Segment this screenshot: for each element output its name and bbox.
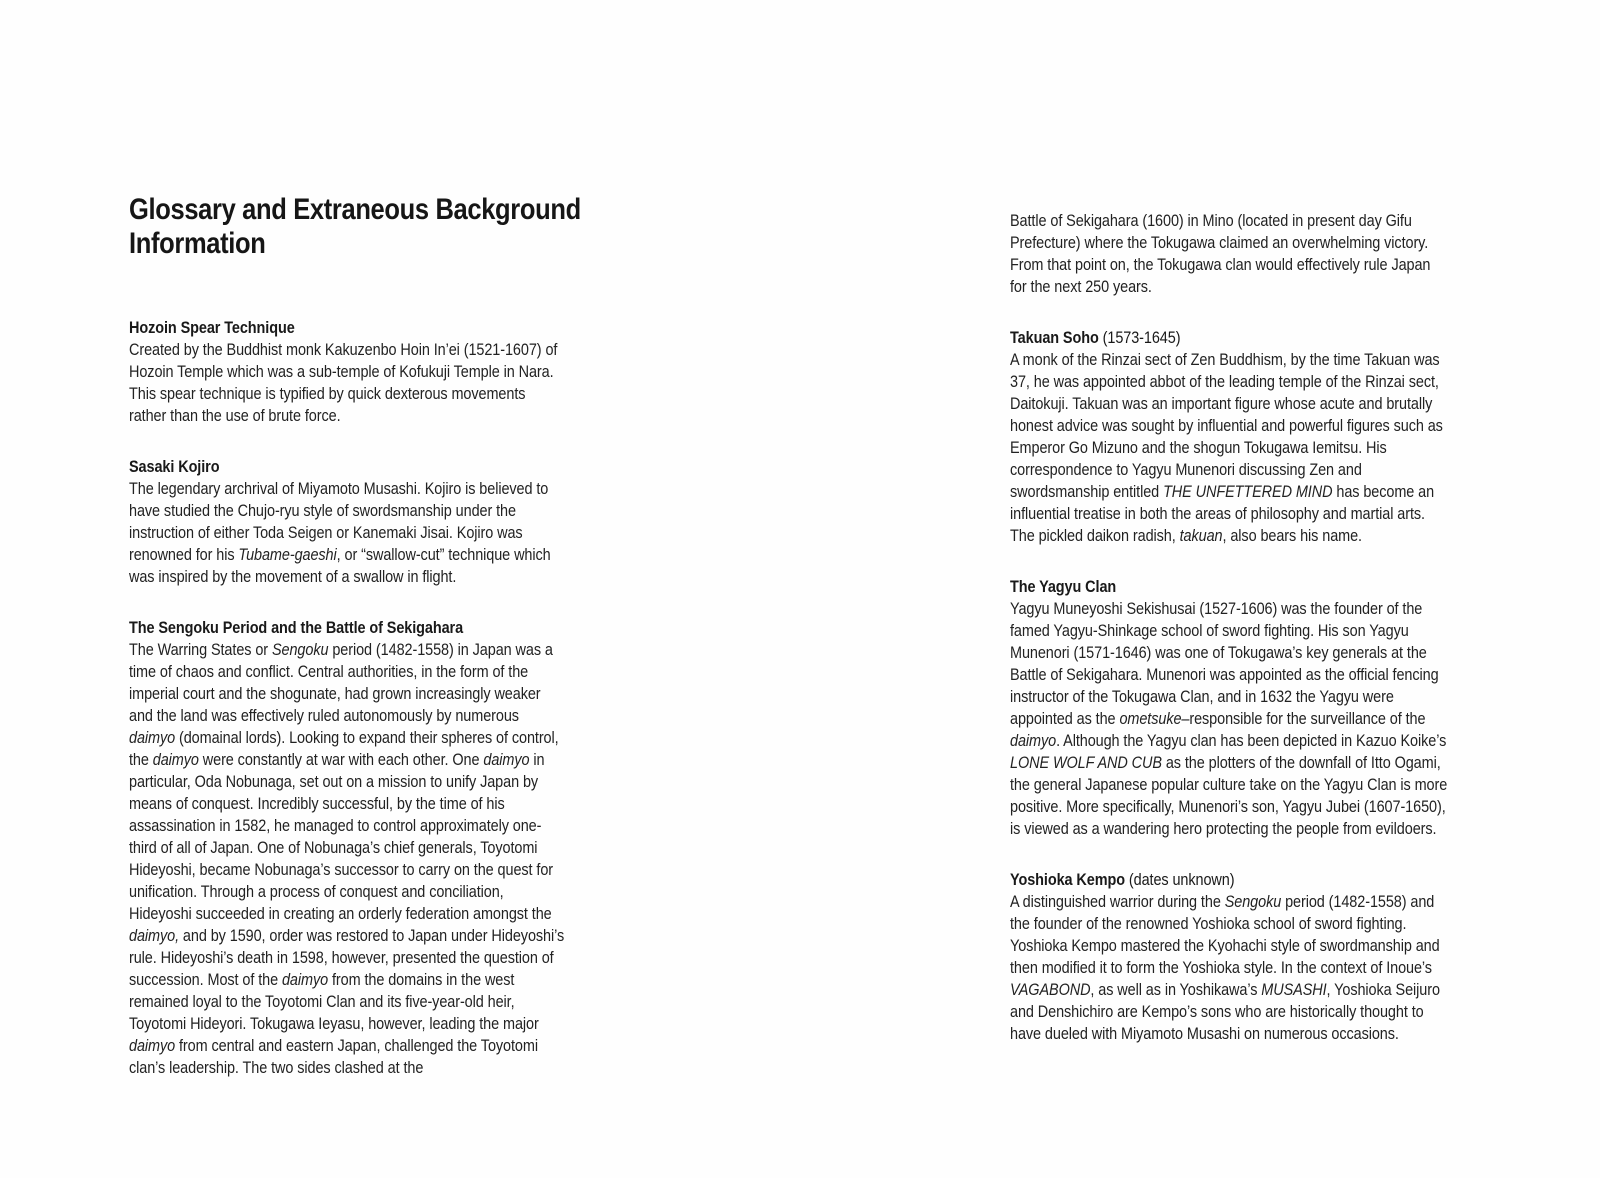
italic-term: ometsuke [1119,709,1182,728]
italic-term: Tubame-gaeshi [238,545,337,564]
page-title-line-1: Glossary and Extraneous Background [129,193,581,226]
italic-term: Sengoku [271,640,329,659]
italic-term: daimyo [483,750,530,769]
body-text: were constantly at war with each other. One [198,750,484,769]
glossary-section [1010,210,1450,298]
section-paragraph [1010,210,1450,298]
section-paragraph [1010,598,1450,840]
italic-term: daimyo [152,750,199,769]
section-heading: The Sengoku Period and the Battle of Sekigahara [129,618,464,637]
section-heading: Takuan Soho (1573-1645) [1010,328,1181,347]
body-text: The legendary archrival of Miyamoto Musashi. Kojiro is believed to have studied the Chujo-ryu style of swordsmanship under the instruction of either Toda Seigen or Kanemaki Jisai. Kojiro was renowned for his [129,479,549,564]
italic-term: LONE WOLF AND CUB [1010,753,1162,772]
body-text: . Although the Yagyu clan has been depicted in Kazuo Koike’s [1056,731,1447,750]
glossary-section [1010,327,1450,547]
section-heading: Sasaki Kojiro [129,457,220,476]
body-text: Created by the Buddhist monk Kakuzenbo Hoin In’ei (1521-1607) of Hozoin Temple which was a sub-temple of Kofukuji Temple in Nara. This spear technique is typified by quick dexterous movements rather than the use of brute force. [129,340,558,425]
section-heading: The Yagyu Clan [1010,577,1117,596]
page-title [129,193,581,261]
section-heading-dates: (1573-1645) [1098,328,1181,347]
glossary-section [129,317,566,427]
italic-term: daimyo [129,728,176,747]
body-text: (domainal lords). Looking to expand their spheres of control, the [129,728,559,769]
body-text: A distinguished warrior during the [1010,892,1225,911]
italic-term: daimyo [281,970,329,989]
glossary-section [129,617,566,1079]
body-text: from the domains in the west remained loyal to the Toyotomi Clan and its five-year-old heir, Toyotomi Hideyori. Tokugawa Ieyasu, however, leading the major [129,970,539,1033]
body-text: , or “swallow-cut” technique which was inspired by the movement of a swallow in flight. [129,545,551,586]
body-text: as the plotters of the downfall of Itto Ogami, the general Japanese popular culture take on the Yagyu Clan is more positive. More specifically, Munenori’s son, Yagyu Jubei (1607-1650), is viewed as a wandering hero protecting the people from evildoers. [1010,753,1448,838]
italic-term: takuan [1179,526,1223,545]
glossary-section [1010,576,1450,840]
italic-term: MUSASHI [1261,980,1327,999]
section-heading-dates: (dates unknown) [1124,870,1235,889]
body-text: in particular, Oda Nobunaga, set out on a mission to unify Japan by means of conquest. Incredibly successful, by the time of his assassination in 1582, he managed to control approximately one-third of all of Japan. One of Nobunaga’s chief generals, Toyotomi Hideyoshi, became Nobunaga’s successor to carry on the quest for unification. Through a process of conquest and conciliation, Hideyoshi succeeded in creating an orderly federation amongst the [129,750,554,923]
body-text: The Warring States or [129,640,272,659]
italic-term: daimyo [1010,731,1057,750]
section-paragraph [129,478,566,588]
body-text: , as well as in Yoshikawa’s [1090,980,1262,999]
glossary-section [129,456,566,588]
body-text: Yagyu Muneyoshi Sekishusai (1527-1606) was the founder of the famed Yagyu-Shinkage school of sword fighting. His son Yagyu Munenori (1571-1646) was one of Tokugawa’s key generals at the Battle of Sekigahara. Munenori was appointed as the official fencing instructor of the Tokugawa Clan, and in 1632 the Yagyu were appointed as the [1010,599,1439,728]
left-page [129,193,581,1079]
right-sections [1010,210,1450,1045]
italic-term: daimyo, [129,926,180,945]
left-sections [129,317,566,1079]
italic-term: THE UNFETTERED MIND [1163,482,1333,501]
body-text: period (1482-1558) and the founder of the renowned Yoshioka school of sword fighting. Yoshioka Kempo mastered the Kyohachi style of swordmanship and then modified it to form the Yoshioka style. In the context of Inoue’s [1010,892,1440,977]
italic-term: VAGABOND [1010,980,1091,999]
body-text: A monk of the Rinzai sect of Zen Buddhism, by the time Takuan was 37, he was appointed abbot of the leading temple of the Rinzai sect, Daitokuji. Takuan was an important figure whose acute and brutally honest advice was sought by influential and powerful figures such as Emperor Go Mizuno and the shogun Tokugawa Iemitsu. His correspondence to Yagyu Munenori discussing Zen and swordsmanship entitled [1010,350,1443,501]
body-text: , also bears his name. [1222,526,1362,545]
glossary-section [1010,869,1450,1045]
body-text: –responsible for the surveillance of the [1181,709,1426,728]
body-text: Battle of Sekigahara (1600) in Mino (located in present day Gifu Prefecture) where the Tokugawa claimed an overwhelming victory. From that point on, the Tokugawa clan would effectively rule Japan for the next 250 years. [1010,211,1431,296]
body-text: and by 1590, order was restored to Japan under Hideyoshi’s rule. Hideyoshi’s death in 1598, however, presented the question of succession. Most of the [129,926,565,989]
body-text: , Yoshioka Seijuro and Denshichiro are Kempo’s sons who are historically thought to have dueled with Miyamoto Musashi on numerous occasions. [1010,980,1440,1043]
section-paragraph [129,339,566,427]
section-paragraph [1010,891,1450,1045]
section-paragraph [1010,349,1450,547]
section-heading: Hozoin Spear Technique [129,318,295,337]
italic-term: daimyo [129,1036,176,1055]
body-text: from central and eastern Japan, challenged the Toyotomi clan’s leadership. The two sides clashed at the [129,1036,538,1077]
italic-term: Sengoku [1224,892,1282,911]
section-heading: Yoshioka Kempo (dates unknown) [1010,870,1235,889]
body-text: has become an influential treatise in both the areas of philosophy and martial arts. The pickled daikon radish, [1010,482,1435,545]
page-title-line-2: Information [129,227,266,260]
right-page [1010,210,1450,1045]
section-paragraph [129,639,566,1079]
body-text: period (1482-1558) in Japan was a time of chaos and conflict. Central authorities, in the form of the imperial court and the shogunate, had grown increasingly weaker and the land was effectively ruled autonomously by numerous [129,640,553,725]
